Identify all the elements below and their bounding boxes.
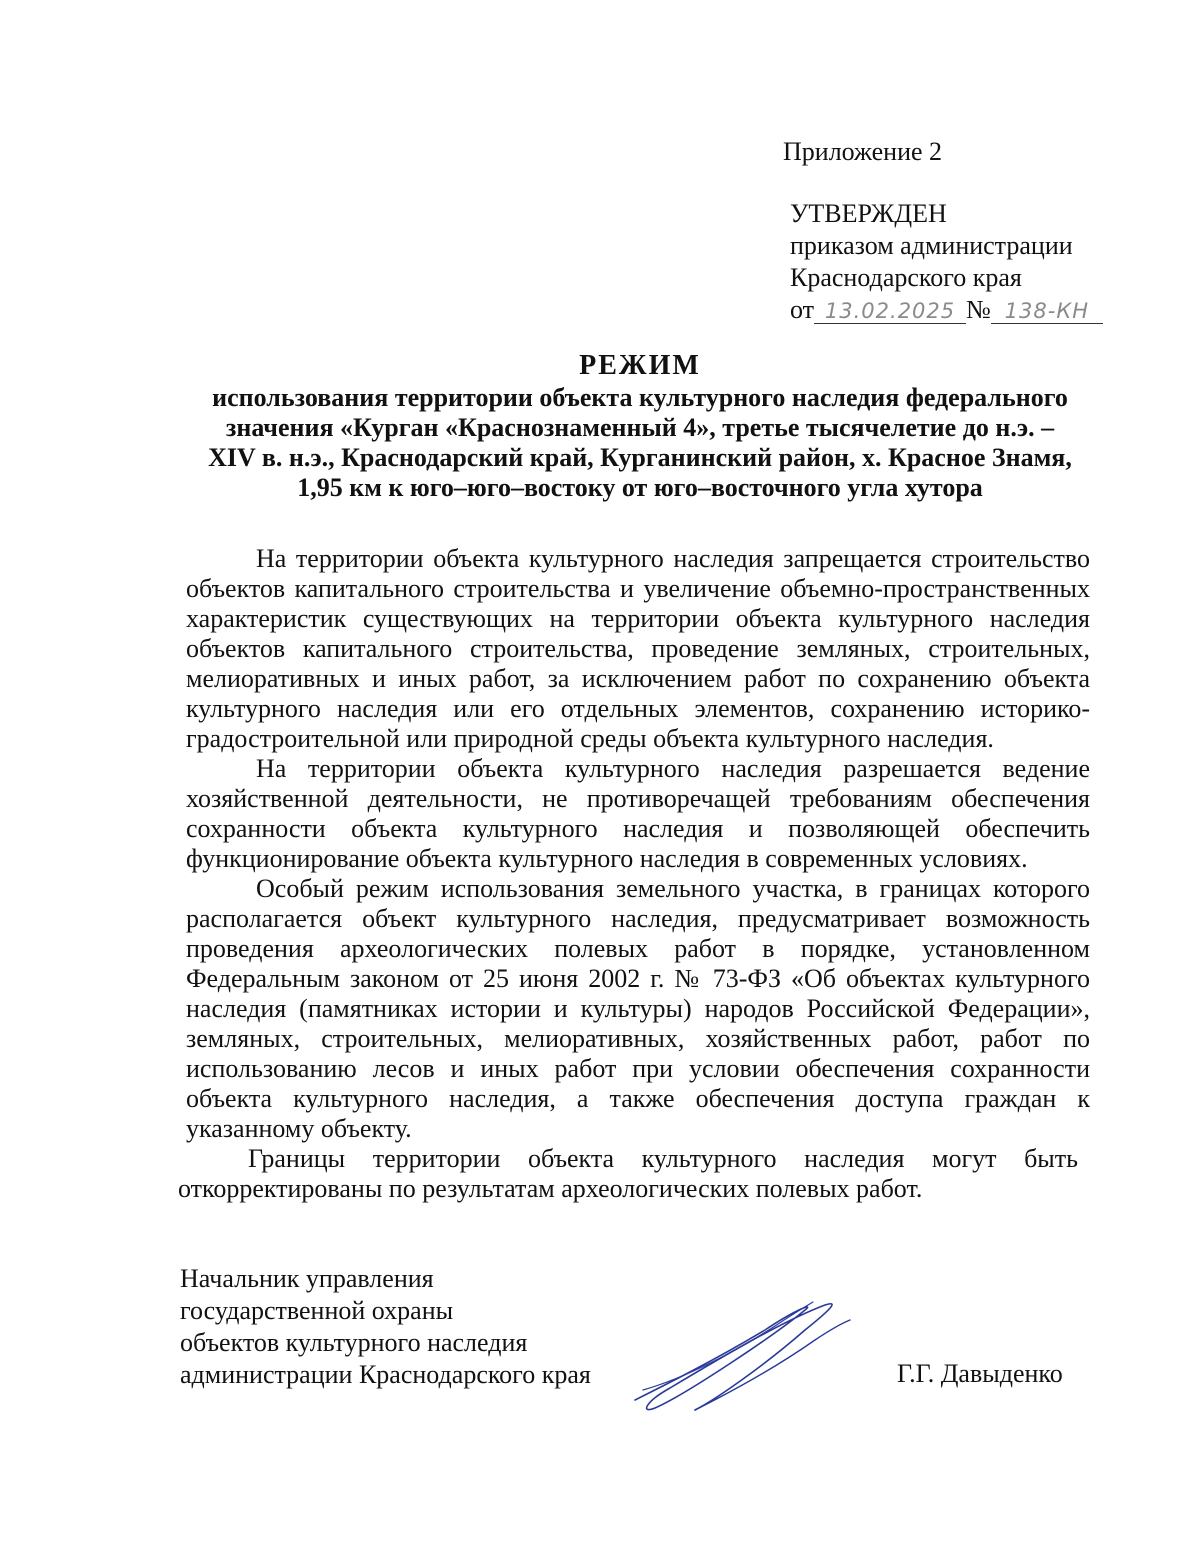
signatory-position-line-1: Начальник управления xyxy=(180,1264,434,1293)
handwritten-date: 13.02.2025 xyxy=(814,299,966,324)
approval-title: УТВЕРЖДЕН xyxy=(790,199,947,228)
signature-stroke-main xyxy=(635,1304,832,1410)
title-subtitle-line-1: использования территории объекта культурного наследия федерального xyxy=(212,383,1068,412)
body-paragraph-1: На территории объекта культурного наследия запрещается строительство объектов капитального строительства и увеличение объемно-пространственных характеристик существующих на территории объекта культурного наследия объектов капитального строительства, проведение земляных, строительных, мелиоративных и иных работ, за исключением работ по сохранению объекта культурного наследия или его отдельных элементов, сохранению историко-градостроительной или природной среды объекта культурного наследия. xyxy=(186,544,1090,753)
approval-line-1: приказом администрации xyxy=(790,231,1073,260)
title-subtitle-line-2: значения «Курган «Краснознаменный 4», третье тысячелетие до н.э. – xyxy=(225,413,1055,442)
approval-date-number-line xyxy=(790,294,1103,326)
signatory-position xyxy=(180,1263,591,1391)
approval-stamp-block xyxy=(790,198,1103,326)
body-paragraph-4: Границы территории объекта культурного наследия могут быть откорректированы по результатам археологических полевых работ. xyxy=(178,1144,1078,1203)
number-sign: № xyxy=(966,295,991,324)
signatory-name: Г.Г. Давыденко xyxy=(897,1359,1063,1388)
title-main: РЕЖИМ xyxy=(579,350,701,381)
body-paragraph-3: Особый режим использования земельного участка, в границах которого располагается объект культурного наследия, предусматривает возможность проведения археологических полевых работ в порядке, установленном Федеральным законом от 25 июня 2002 г. № 73-ФЗ «Об объектах культурного наследия (памятниках истории и культуры) народов Российской Федерации», земляных, строительных, мелиоративных, хозяйственных работ, работ по использованию лесов и иных работ при условии обеспечения сохранности объекта культурного наследия, а также обеспечения доступа граждан к указанному объекту. xyxy=(186,874,1090,1143)
body-paragraph-2: На территории объекта культурного наследия разрешается ведение хозяйственной деятельности, не противоречащей требованиям обеспечения сохранности объекта культурного наследия и позволяющей обеспечить функционирование объекта культурного наследия в современных условиях. xyxy=(186,754,1090,873)
approval-line-2: Краснодарского края xyxy=(790,263,1022,292)
appendix-label: Приложение 2 xyxy=(783,137,943,166)
document-body xyxy=(178,544,1090,1204)
date-prefix: от xyxy=(790,295,815,324)
signatory-position-line-4: администрации Краснодарского края xyxy=(180,1360,591,1389)
signatory-position-line-3: объектов культурного наследия xyxy=(180,1328,528,1357)
title-subtitle-line-3: XIV в. н.э., Краснодарский край, Курганинский район, х. Красное Знамя, xyxy=(208,443,1072,472)
title-subtitle-line-4: 1,95 км к юго–юго–востоку от юго–восточного угла хутора xyxy=(297,473,983,502)
document-title xyxy=(150,351,1130,503)
handwritten-signature xyxy=(625,1290,865,1430)
handwritten-order-number: 138-КН xyxy=(991,299,1103,324)
signatory-position-line-2: государственной охраны xyxy=(180,1296,454,1325)
